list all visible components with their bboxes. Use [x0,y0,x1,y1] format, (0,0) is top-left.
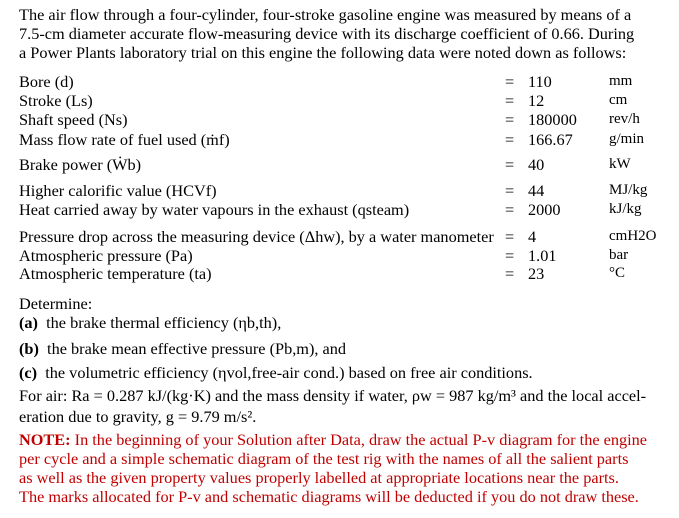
data-label: Bore (d) [19,72,74,91]
equals-sign: = [505,91,515,110]
data-label: Atmospheric pressure (Pa) [19,246,193,265]
data-unit: °C [609,265,626,281]
item-tag: (a) [19,313,38,332]
data-unit: rev/h [609,111,640,127]
data-row-atm-pressure [19,246,669,265]
item-tag: (c) [19,363,38,382]
intro-line-3: a Power Plants laboratory trial on this engine the following data were noted down as follows: [19,43,627,62]
note-label: NOTE: [19,430,71,449]
note-line-4: The marks allocated for P-v and schematic diagrams will be deducted if you do not draw these. [19,487,639,506]
data-unit: MJ/kg [609,182,648,198]
data-row-hcv [19,181,669,200]
equals-sign: = [505,72,515,91]
data-unit: cmH2O [609,228,657,244]
data-unit: g/min [609,131,645,147]
air-info-line-1: For air: Ra = 0.287 kJ/(kg·K) and the mass density if water, ρw = 987 kg/m³ and the local accel- [19,386,647,405]
equals-sign: = [505,264,515,283]
data-value: 166.67 [528,130,573,149]
note-line-3: as well as the given property values properly labelled at appropriate locations near the parts. [19,468,619,487]
data-unit: mm [609,73,633,89]
equals-sign: = [505,110,515,129]
data-unit: kJ/kg [609,201,642,217]
data-value: 12 [528,91,545,110]
intro-line-2: 7.5-cm diameter accurate flow-measuring device with its discharge coefficient of 0.66. During [19,24,635,43]
data-row-steam-heat [19,200,669,219]
data-value: 110 [528,72,552,91]
data-label: Higher calorific value (HCVf) [19,181,217,200]
data-label: Stroke (Ls) [19,91,93,110]
data-value: 2000 [528,200,561,219]
data-value: 44 [528,181,545,200]
data-value: 40 [528,155,545,174]
item-text: the brake mean effective pressure (Pb,m), and [47,339,347,358]
data-value: 4 [528,227,537,246]
data-row-pressure-drop [19,227,669,246]
data-row-bore [19,72,669,91]
data-label: Pressure drop across the measuring device (Δhw), by a water manometer [19,227,494,246]
data-row-fuel-flow [19,130,669,149]
intro-line-1: The air flow through a four-cylinder, four-stroke gasoline engine was measured by means of a [19,5,632,24]
equals-sign: = [505,155,515,174]
data-label: Brake power (Ẇb) [19,155,142,174]
item-tag: (b) [19,339,39,358]
note-line-1 [19,431,647,449]
data-unit: bar [609,247,629,263]
determine-item-a [19,314,281,332]
equals-sign: = [505,130,515,149]
equals-sign: = [505,181,515,200]
data-unit: kW [609,156,631,172]
data-row-shaft-speed [19,110,669,129]
note-text: In the beginning of your Solution after Data, draw the actual P-v diagram for the engine [74,430,648,449]
determine-heading: Determine: [19,294,93,313]
data-unit: cm [609,92,628,108]
data-value: 180000 [528,110,577,129]
data-row-atm-temperature [19,264,669,283]
determine-item-b [19,340,346,358]
determine-item-c [19,364,533,382]
data-row-brake-power [19,155,669,174]
air-info-line-2: eration due to gravity, g = 9.79 m/s². [19,407,257,426]
data-label: Mass flow rate of fuel used (ṁf) [19,130,230,149]
equals-sign: = [505,227,515,246]
equals-sign: = [505,200,515,219]
note-line-2: per cycle and a simple schematic diagram of the test rig with the names of all the salient parts [19,449,629,468]
item-text: the brake thermal efficiency (ηb,th), [46,313,282,332]
equals-sign: = [505,246,515,265]
data-value: 23 [528,264,545,283]
data-row-stroke [19,91,669,110]
data-label: Shaft speed (Ns) [19,110,128,129]
item-text: the volumetric efficiency (ηvol,free-air cond.) based on free air conditions. [45,363,533,382]
data-value: 1.01 [528,246,557,265]
data-label: Heat carried away by water vapours in the exhaust (qsteam) [19,200,410,219]
data-label: Atmospheric temperature (ta) [19,264,212,283]
